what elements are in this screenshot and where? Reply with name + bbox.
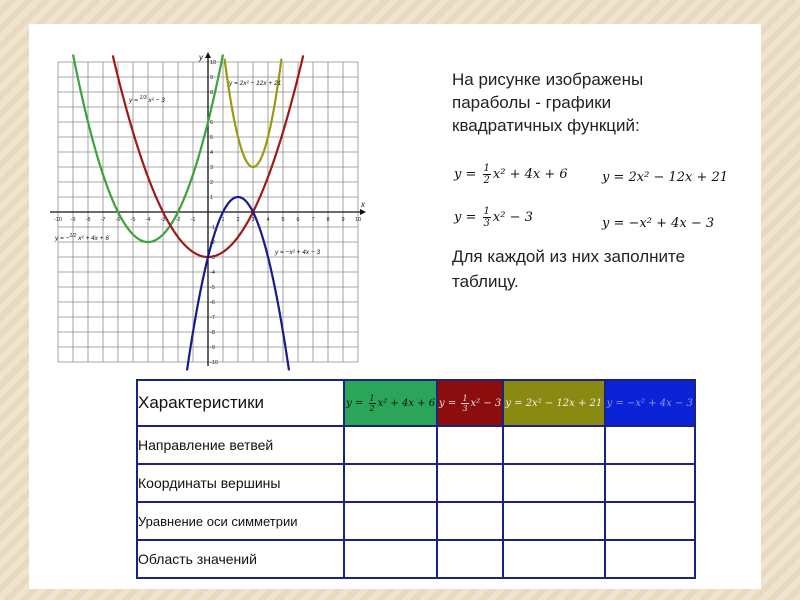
y-tick-label: 8: [210, 90, 214, 96]
y-tick-label: 6: [210, 120, 214, 126]
x-tick-label: 6: [296, 217, 300, 223]
y-tick-label: -8: [210, 330, 215, 336]
answer-cell[interactable]: [437, 426, 503, 464]
y-tick-label: 10: [210, 60, 217, 66]
description-line: квадратичных функций:: [452, 116, 640, 135]
answer-cell[interactable]: [503, 426, 604, 464]
answer-cell[interactable]: [605, 502, 695, 540]
x-tick-label: 2: [236, 217, 240, 223]
column-1-denominator: 2: [369, 403, 375, 413]
table-row: [137, 464, 695, 502]
answer-cell[interactable]: [437, 502, 503, 540]
curve-label-1: y = −$^{1/2}$ x² + 4x + 6: [55, 233, 109, 242]
answer-cell[interactable]: [437, 540, 503, 578]
y-tick-label: -9: [210, 345, 215, 351]
x-tick-label: -1: [190, 217, 196, 223]
description-line: На рисунке изображены: [452, 70, 644, 89]
x-axis-label: x: [361, 200, 365, 209]
graph-axes: [50, 52, 366, 366]
x-tick-label: -2: [175, 217, 181, 223]
row-label-branch-direction: Направление ветвей: [137, 426, 344, 464]
y-tick-label: -1: [210, 225, 215, 231]
answer-cell[interactable]: [503, 464, 604, 502]
task-line: Для каждой из них заполните: [452, 247, 686, 266]
formula-3-suffix: x² − 3: [492, 210, 533, 225]
formula-3: [454, 206, 533, 229]
answer-cell[interactable]: [605, 540, 695, 578]
description-text: [452, 68, 752, 137]
curve-label-4: y = −x² + 4x − 3: [275, 249, 321, 256]
graph-curve-labels: [54, 80, 321, 256]
column-2-numerator: 1: [462, 393, 468, 403]
y-axis-label: y: [199, 53, 203, 62]
y-tick-label: 7: [210, 105, 214, 111]
y-tick-label: 1: [210, 195, 214, 201]
formula-1: [454, 163, 568, 186]
column-2-fraction: [461, 394, 468, 413]
y-tick-label: 2: [210, 180, 214, 186]
answer-cell[interactable]: [503, 502, 604, 540]
x-tick-label: 9: [341, 217, 345, 223]
y-tick-label: -10: [210, 360, 218, 366]
column-header-function-3: y = 2x² − 12x + 21: [503, 380, 604, 426]
answer-cell[interactable]: [605, 464, 695, 502]
formula-1-suffix: x² + 4x + 6: [492, 167, 568, 182]
answer-cell[interactable]: [605, 426, 695, 464]
x-tick-label: -8: [85, 217, 91, 223]
column-1-suffix: x² + 4x + 6: [377, 397, 436, 409]
column-1-prefix: y =: [346, 397, 367, 409]
x-tick-label: -10: [54, 217, 62, 223]
y-tick-label: 4: [210, 150, 214, 156]
x-tick-label: 5: [281, 217, 285, 223]
x-tick-label: -7: [100, 217, 106, 223]
task-text: [452, 244, 752, 294]
table-row: [137, 502, 695, 540]
column-header-function-1: [344, 380, 437, 426]
row-label-symmetry-axis: Уравнение оси симметрии: [137, 502, 344, 540]
y-tick-label: -6: [210, 300, 215, 306]
column-1-fraction: [369, 394, 376, 413]
y-tick-label: 3: [210, 165, 214, 171]
table-row: [137, 426, 695, 464]
x-tick-label: -4: [145, 217, 151, 223]
answer-cell[interactable]: [344, 502, 437, 540]
column-2-suffix: x² − 3: [470, 397, 502, 409]
column-header-function-2: [437, 380, 503, 426]
task-line: таблицу.: [452, 272, 519, 291]
y-tick-label: -2: [210, 240, 215, 246]
table-row: [137, 540, 695, 578]
x-tick-label: 3: [251, 217, 255, 223]
x-tick-label: 10: [354, 217, 362, 223]
curve-label-3: y = 2x² − 12x + 21: [229, 80, 282, 87]
y-tick-label: -3: [210, 255, 215, 261]
answer-cell[interactable]: [437, 464, 503, 502]
y-tick-label: -7: [210, 315, 215, 321]
characteristics-table: [136, 379, 696, 579]
answer-cell[interactable]: [344, 540, 437, 578]
table-header-label: Характеристики: [137, 380, 344, 426]
formula-3-fraction: [483, 206, 491, 229]
x-tick-label: -5: [130, 217, 136, 223]
formula-3-denominator: 3: [483, 218, 490, 229]
formula-3-numerator: 1: [483, 206, 490, 217]
table-header-row: [137, 380, 695, 426]
column-2-prefix: y =: [439, 397, 460, 409]
formula-1-fraction: [483, 163, 491, 186]
x-tick-label: -6: [115, 217, 121, 223]
y-tick-label: -4: [210, 270, 215, 276]
y-tick-label: 9: [210, 75, 214, 81]
formula-1-denominator: 2: [483, 175, 490, 186]
formula-3-prefix: y =: [454, 210, 481, 225]
formula-4: y = −x² + 4x − 3: [602, 216, 715, 231]
formula-1-numerator: 1: [483, 163, 490, 174]
parabola-graph: [53, 53, 365, 367]
x-tick-label: 1: [221, 217, 225, 223]
description-line: параболы - графики: [452, 93, 612, 112]
formula-2: y = 2x² − 12x + 21: [602, 170, 729, 185]
column-header-function-4: y = −x² + 4x − 3: [605, 380, 695, 426]
column-1-numerator: 1: [369, 393, 375, 403]
row-label-vertex-coordinates: Координаты вершины: [137, 464, 344, 502]
formula-1-prefix: y =: [454, 167, 481, 182]
row-label-value-range: Область значений: [137, 540, 344, 578]
y-tick-label: 5: [210, 135, 214, 141]
x-tick-label: 8: [326, 217, 330, 223]
answer-cell[interactable]: [344, 426, 437, 464]
x-tick-label: -3: [160, 217, 166, 223]
y-tick-label: -5: [210, 285, 215, 291]
answer-cell[interactable]: [344, 464, 437, 502]
column-2-denominator: 3: [462, 403, 468, 413]
answer-cell[interactable]: [503, 540, 604, 578]
curve-label-2: y = $^{1/3}$ x² − 3: [129, 95, 165, 104]
x-tick-label: -9: [70, 217, 76, 223]
x-tick-label: 4: [266, 217, 270, 223]
x-tick-label: 7: [311, 217, 315, 223]
